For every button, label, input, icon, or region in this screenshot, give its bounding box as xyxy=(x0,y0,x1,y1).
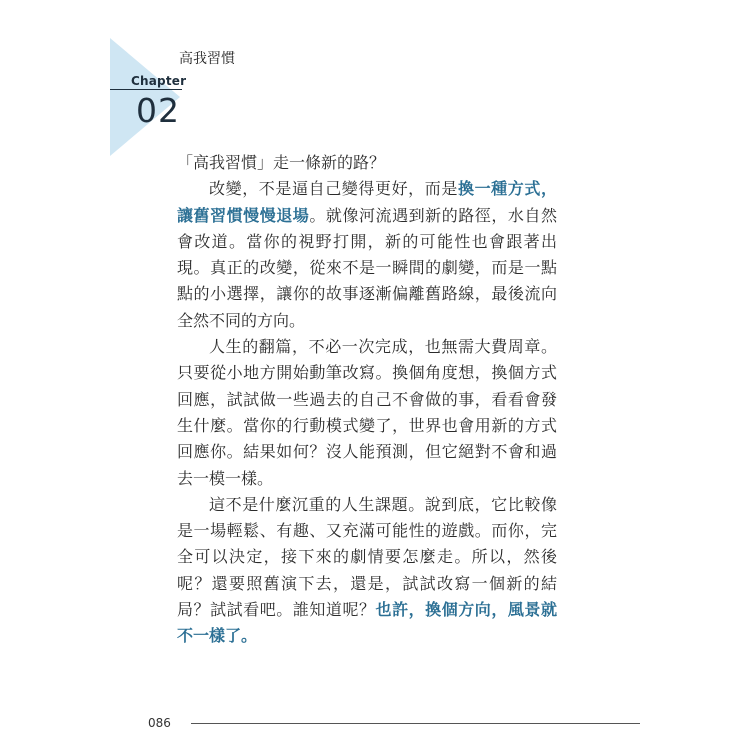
page-number: 086 xyxy=(148,716,171,730)
paragraph-1-text-b: 。就像河流遇到新的路徑，水自然會改道。當你的視野打開，新的可能性也會跟著出現。真正的改變，從來不是一瞬間的劇變，而是一點點的小選擇，讓你的故事逐漸偏離舊路線，最後流向全然不同的方向。 xyxy=(177,205,557,330)
chapter-label: Chapter xyxy=(131,74,187,88)
paragraph-3-highlight: 也許，換個方向，風景就不一樣了。 xyxy=(177,600,557,646)
paragraph-1-highlight: 換一種方式，讓舊習慣慢慢退場 xyxy=(177,179,557,225)
running-title: 高我習慣 xyxy=(179,51,235,67)
paragraph-2: 人生的翻篇，不必一次完成，也無需大費周章。只要從小地方開始動筆改寫。換個角度想，換個方式回應，試試做一些過去的自己不會做的事，看看會發生什麼。當你的行動模式變了，世界也會用新的方式回應你。結果如何？沒人能預測，但它絕對不會和過去一模一樣。 xyxy=(177,337,557,488)
paragraph-3-text-a: 這不是什麼沉重的人生課題。說到底，它比較像是一場輕鬆、有趣、又充滿可能性的遊戲。而你，完全可以決定，接下來的劇情要怎麼走。所以，然後呢？還要照舊演下去，還是，試試改寫一個新的結局？試試看吧。誰知道呢？ xyxy=(177,494,557,620)
paragraph-3 xyxy=(177,492,557,650)
chapter-rule xyxy=(110,89,182,90)
section-question: 「高我習慣」走一條新的路？ xyxy=(177,153,386,172)
paragraph-1 xyxy=(177,176,557,334)
chapter-number: 02 xyxy=(136,91,180,130)
footer-rule xyxy=(191,723,640,724)
body-text xyxy=(177,150,557,650)
paragraph-1-text-a: 改變，不是逼自己變得更好，而是 xyxy=(209,179,458,199)
